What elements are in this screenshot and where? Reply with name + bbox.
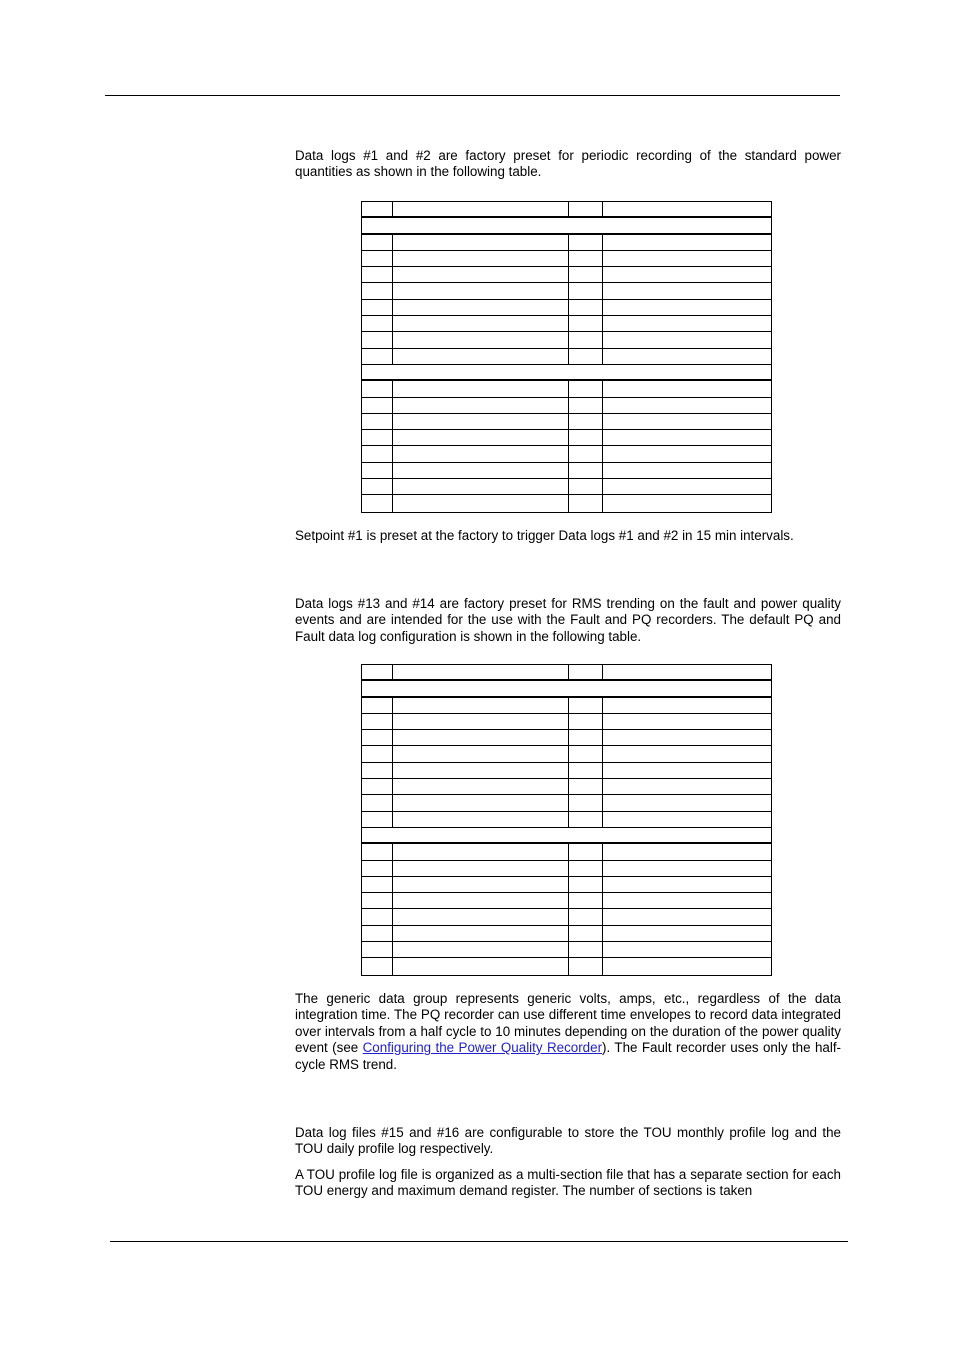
table-cell: [603, 414, 771, 429]
table-cell: [569, 698, 603, 713]
table-row: [362, 316, 771, 332]
table-cell: [569, 479, 603, 494]
table-row: [362, 958, 771, 974]
table-row: [362, 463, 771, 479]
table-cell: [393, 779, 569, 794]
table-cell: [603, 926, 771, 941]
table-cell: [603, 795, 771, 810]
table-datalogs-1-2: [361, 201, 772, 513]
paragraph-tou-profile: A TOU profile log file is organized as a multi-section file that has a separate section for each TOU energy and maximum demand register. The number of sections is taken: [295, 1167, 841, 1199]
table-section-title: [362, 365, 771, 379]
table-cell: [569, 779, 603, 794]
table-cell: [603, 714, 771, 729]
table-cell: [569, 251, 603, 266]
table-cell: [393, 698, 569, 713]
table-cell: [362, 398, 393, 413]
table-cell: [362, 877, 393, 892]
table-cell: [569, 942, 603, 957]
table-cell: [362, 958, 393, 974]
table-cell: [569, 763, 603, 778]
table-cell: [362, 235, 393, 250]
table-cell: [362, 795, 393, 810]
paragraph-generic-data-text: The generic data group represents generic volts, amps, etc., regardless of the data integration time. The PQ recorder can use different time envelopes to record data integrated over intervals from a half cycle to 10 minutes depending on the duration of the power quality event (see: [295, 991, 841, 1056]
table-cell: [569, 463, 603, 478]
table-cell: [362, 909, 393, 924]
paragraph-setpoint: Setpoint #1 is preset at the factory to trigger Data logs #1 and #2 in 15 min intervals.: [295, 528, 794, 543]
table-cell: [362, 730, 393, 745]
table-cell: [362, 414, 393, 429]
table-cell: [362, 300, 393, 315]
table-cell: [362, 202, 393, 216]
table-cell: [603, 381, 771, 396]
table-cell: [393, 926, 569, 941]
table-cell: [603, 349, 771, 364]
table-cell: [362, 893, 393, 908]
header-rule: [105, 95, 840, 96]
table-cell: [603, 698, 771, 713]
paragraph-datalogs-1-2: Data logs #1 and #2 are factory preset for periodic recording of the standard power quantities as shown in the following table.: [295, 148, 841, 180]
table-cell: [393, 714, 569, 729]
table-cell: [569, 202, 603, 216]
table-row: [362, 479, 771, 495]
table-cell: [603, 763, 771, 778]
table-cell: [362, 942, 393, 957]
table-cell: [569, 267, 603, 282]
table-row: [362, 893, 771, 909]
table-cell: [393, 332, 569, 347]
table-row: [362, 926, 771, 942]
table-cell: [393, 479, 569, 494]
table-section-row: [362, 365, 771, 381]
table-cell: [569, 877, 603, 892]
table-section-row: [362, 218, 771, 234]
table-section-title: [362, 828, 771, 842]
table-cell: [569, 665, 603, 679]
table-cell: [362, 446, 393, 461]
table-row: [362, 763, 771, 779]
table-datalogs-13-14: [361, 664, 772, 976]
table-cell: [362, 479, 393, 494]
table-row: [362, 300, 771, 316]
table-cell: [603, 909, 771, 924]
table-cell: [569, 926, 603, 941]
table-row: [362, 381, 771, 397]
table-cell: [603, 251, 771, 266]
table-row: [362, 332, 771, 348]
table-cell: [569, 414, 603, 429]
table-cell: [569, 812, 603, 827]
table-row: [362, 251, 771, 267]
table-cell: [362, 316, 393, 331]
table-row: [362, 235, 771, 251]
paragraph-generic-data: [295, 991, 841, 1073]
table-cell: [603, 463, 771, 478]
table-cell: [362, 812, 393, 827]
table-cell: [393, 942, 569, 957]
table-row: [362, 414, 771, 430]
table-cell: [393, 251, 569, 266]
table-cell: [603, 877, 771, 892]
table-cell: [362, 779, 393, 794]
table-cell: [603, 300, 771, 315]
table-cell: [393, 958, 569, 974]
paragraph-datalogs-15-16: Data log files #15 and #16 are configurable to store the TOU monthly profile log and the TOU daily profile log respectively.: [295, 1125, 841, 1157]
table-row: [362, 267, 771, 283]
table-cell: [393, 746, 569, 761]
table-cell: [603, 495, 771, 511]
table-cell: [362, 861, 393, 876]
link-configuring-pq-recorder[interactable]: Configuring the Power Quality Recorder: [362, 1040, 603, 1056]
table-section-row: [362, 828, 771, 844]
table-row: [362, 779, 771, 795]
table-row: [362, 942, 771, 958]
table-cell: [393, 795, 569, 810]
table-row: [362, 812, 771, 828]
table-cell: [603, 479, 771, 494]
table-row: [362, 349, 771, 365]
table-cell: [362, 844, 393, 859]
table-row: [362, 495, 771, 511]
table-cell: [362, 463, 393, 478]
table-cell: [569, 746, 603, 761]
table-cell: [569, 446, 603, 461]
paragraph-generic-data-tail: ). The Fault recorder uses only the half-cycle RMS trend.: [295, 1040, 842, 1072]
table-header-row: [362, 665, 771, 681]
table-cell: [393, 398, 569, 413]
table-cell: [603, 893, 771, 908]
table-cell: [569, 714, 603, 729]
table-cell: [393, 414, 569, 429]
table-cell: [393, 665, 569, 679]
table-cell: [603, 942, 771, 957]
table-cell: [362, 763, 393, 778]
table-cell: [362, 349, 393, 364]
table-cell: [362, 251, 393, 266]
table-cell: [393, 381, 569, 396]
table-row: [362, 698, 771, 714]
table-cell: [569, 283, 603, 298]
table-cell: [393, 893, 569, 908]
table-cell: [393, 349, 569, 364]
table-cell: [603, 812, 771, 827]
table-row: [362, 795, 771, 811]
table-cell: [569, 909, 603, 924]
table-cell: [393, 446, 569, 461]
table-cell: [362, 283, 393, 298]
table-cell: [393, 300, 569, 315]
table-cell: [569, 730, 603, 745]
table-cell: [603, 235, 771, 250]
table-cell: [603, 332, 771, 347]
table-cell: [393, 202, 569, 216]
table-cell: [569, 381, 603, 396]
table-cell: [603, 202, 771, 216]
table-cell: [569, 398, 603, 413]
table-row: [362, 746, 771, 762]
table-cell: [603, 398, 771, 413]
table-cell: [362, 714, 393, 729]
table-cell: [393, 812, 569, 827]
table-cell: [569, 430, 603, 445]
table-cell: [603, 283, 771, 298]
paragraph-datalogs-13-14: Data logs #13 and #14 are factory preset for RMS trending on the fault and power quality events and are intended for the use with the Fault and PQ recorders. The default PQ and Fault data log configuration is shown in the following table.: [295, 596, 841, 644]
table-cell: [393, 283, 569, 298]
table-cell: [362, 267, 393, 282]
table-cell: [393, 763, 569, 778]
table-cell: [603, 665, 771, 679]
table-cell: [603, 779, 771, 794]
table-row: [362, 446, 771, 462]
table-cell: [569, 795, 603, 810]
table-row: [362, 283, 771, 299]
table-header-row: [362, 202, 771, 218]
table-row: [362, 844, 771, 860]
table-cell: [362, 381, 393, 396]
table-cell: [569, 316, 603, 331]
table-cell: [362, 926, 393, 941]
table-cell: [569, 861, 603, 876]
table-cell: [603, 446, 771, 461]
table-section-title: [362, 218, 771, 232]
table-cell: [393, 861, 569, 876]
table-cell: [569, 235, 603, 250]
table-cell: [603, 316, 771, 331]
table-cell: [362, 495, 393, 511]
table-row: [362, 730, 771, 746]
table-cell: [393, 844, 569, 859]
table-cell: [569, 300, 603, 315]
table-cell: [569, 958, 603, 974]
table-cell: [362, 430, 393, 445]
table-row: [362, 861, 771, 877]
table-cell: [603, 430, 771, 445]
table-cell: [362, 698, 393, 713]
table-row: [362, 430, 771, 446]
table-cell: [393, 909, 569, 924]
table-cell: [393, 430, 569, 445]
table-row: [362, 909, 771, 925]
table-cell: [393, 877, 569, 892]
table-row: [362, 877, 771, 893]
table-cell: [603, 844, 771, 859]
table-row: [362, 398, 771, 414]
table-cell: [603, 746, 771, 761]
table-cell: [569, 893, 603, 908]
table-cell: [569, 332, 603, 347]
table-cell: [393, 316, 569, 331]
table-cell: [603, 861, 771, 876]
table-section-title: [362, 681, 771, 695]
table-row: [362, 714, 771, 730]
table-cell: [393, 495, 569, 511]
table-cell: [393, 463, 569, 478]
table-section-row: [362, 681, 771, 697]
table-cell: [362, 746, 393, 761]
table-cell: [603, 958, 771, 974]
table-cell: [362, 332, 393, 347]
table-cell: [569, 495, 603, 511]
table-cell: [603, 267, 771, 282]
table-cell: [569, 844, 603, 859]
table-cell: [362, 665, 393, 679]
table-cell: [393, 267, 569, 282]
table-cell: [393, 730, 569, 745]
table-cell: [603, 730, 771, 745]
table-cell: [569, 349, 603, 364]
table-cell: [393, 235, 569, 250]
footer-rule: [110, 1241, 848, 1242]
